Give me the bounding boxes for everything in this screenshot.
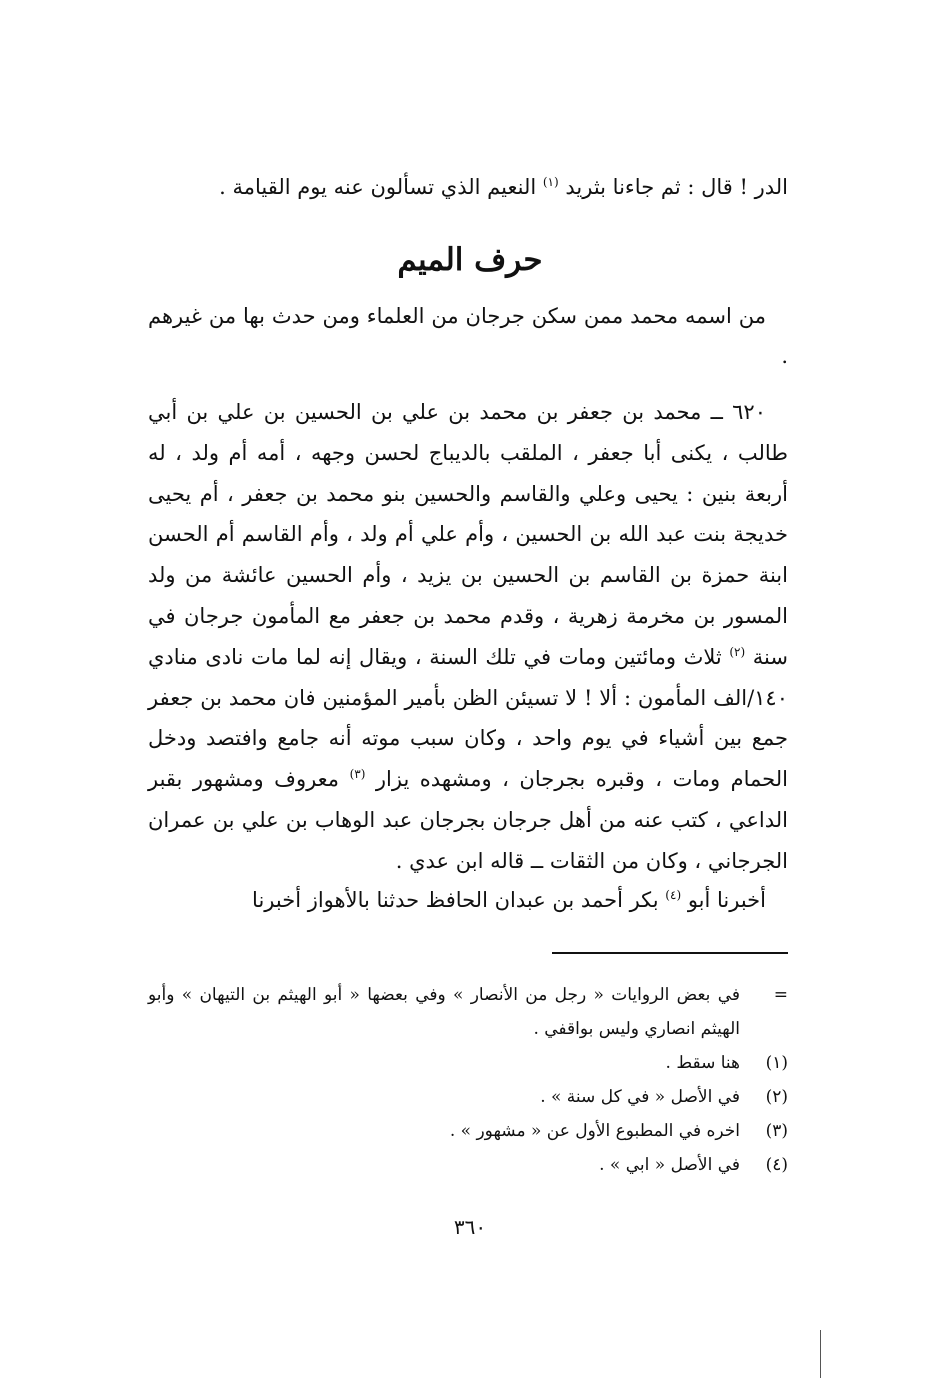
- footnote-continued: [148, 978, 788, 1046]
- footnote-text: هنا سقط .: [665, 1053, 740, 1073]
- footnote-text: في الأصل « ابي » .: [599, 1155, 740, 1175]
- footnote-1: [148, 1046, 788, 1080]
- footnote-3: [148, 1114, 788, 1148]
- footnote-text: في الأصل « في كل سنة » .: [540, 1087, 740, 1107]
- footnotes: [148, 978, 788, 1182]
- footnote-divider: [552, 952, 788, 954]
- entry-text-part-1: ٦٢٠ ــ محمد بن جعفر بن محمد بن علي بن الحسين بن علي بن أبي طالب ، يكنى أبا جعفر ، الملقب بالديباج لحسن وجهه ، أمه أم ولد ، له أربعة بنين : يحيى وعلي والقاسم والحسين بنو محمد بن جعفر ، أم يحيى خديجة بنت عبد الله بن الحسين ، وأم علي أم ولد ، وأم القاسم أم الحسن ابنة حمزة بن القاسم بن الحسين بن يزيد ، وأم الحسين عائشة من ولد المسور بن مخرمة زهرية ، وقدم محمد بن جعفر مع المأمون جرجان في سنة: [148, 400, 788, 669]
- footnote-mark: (٣): [765, 1121, 788, 1141]
- footnote-text: اخره في المطبوع الأول عن « مشهور » .: [449, 1121, 740, 1141]
- continuation-text-start: الدر ! قال : ثم جاءنا بثريد: [565, 175, 788, 199]
- intro-paragraph: من اسمه محمد ممن سكن جرجان من العلماء ومن حدث بها من غيرهم .: [148, 304, 788, 368]
- biography-entry: [148, 392, 788, 882]
- continuation-text-end: النعيم الذي تسألون عنه يوم القيامة .: [219, 175, 537, 199]
- isnad-text-end: بكر أحمد بن عبدان الحافظ حدثنا بالأهواز أخبرنا: [252, 888, 659, 912]
- section-heading: حرف الميم: [397, 242, 543, 278]
- footnote-ref-4: (٤): [665, 888, 682, 902]
- footnote-4: [148, 1148, 788, 1182]
- page-number: ٣٦٠: [453, 1215, 487, 1239]
- footnote-text: في بعض الروايات « رجل من الأنصار » وفي بعضها « أبو الهيثم بن التيهان » وأبو الهيثم انصاري وليس بواقفي .: [148, 985, 740, 1039]
- entry-text-part-2: ثلاث ومائتين ومات في تلك السنة ، ويقال إنه لما مات نادى منادي ١٤٠/الف المأمون : ألا ! لا تسيئن الظن بأمير المؤمنين فان محمد بن جعفر جمع بين أشياء في يوم واحد ، وكان سبب موته أنه جامع وافتصد ودخل الحمام ومات ، وقبره بجرجان ، ومشهده يزار: [148, 644, 788, 792]
- footnote-ref-3: (٣): [349, 767, 366, 782]
- continuation-line: [148, 168, 788, 206]
- footnote-mark: =: [773, 985, 788, 1005]
- footnote-mark: (١): [765, 1053, 788, 1073]
- isnad-line: [148, 880, 788, 920]
- entry-text-part-3: معروف ومشهور بقبر الداعي ، كتب عنه من أهل جرجان بجرجان عبد الوهاب بن علي بن عمران الجرجاني ، وكان من الثقات ــ قاله ابن عدي .: [148, 767, 788, 873]
- footnote-mark: (٢): [765, 1087, 788, 1107]
- footnote-ref-2: (٢): [729, 644, 746, 659]
- scan-edge-mark: [820, 1330, 821, 1378]
- footnote-2: [148, 1080, 788, 1114]
- isnad-text-start: أخبرنا أبو: [687, 888, 766, 912]
- footnote-ref-1: (١): [542, 175, 559, 189]
- footnote-mark: (٤): [765, 1155, 788, 1175]
